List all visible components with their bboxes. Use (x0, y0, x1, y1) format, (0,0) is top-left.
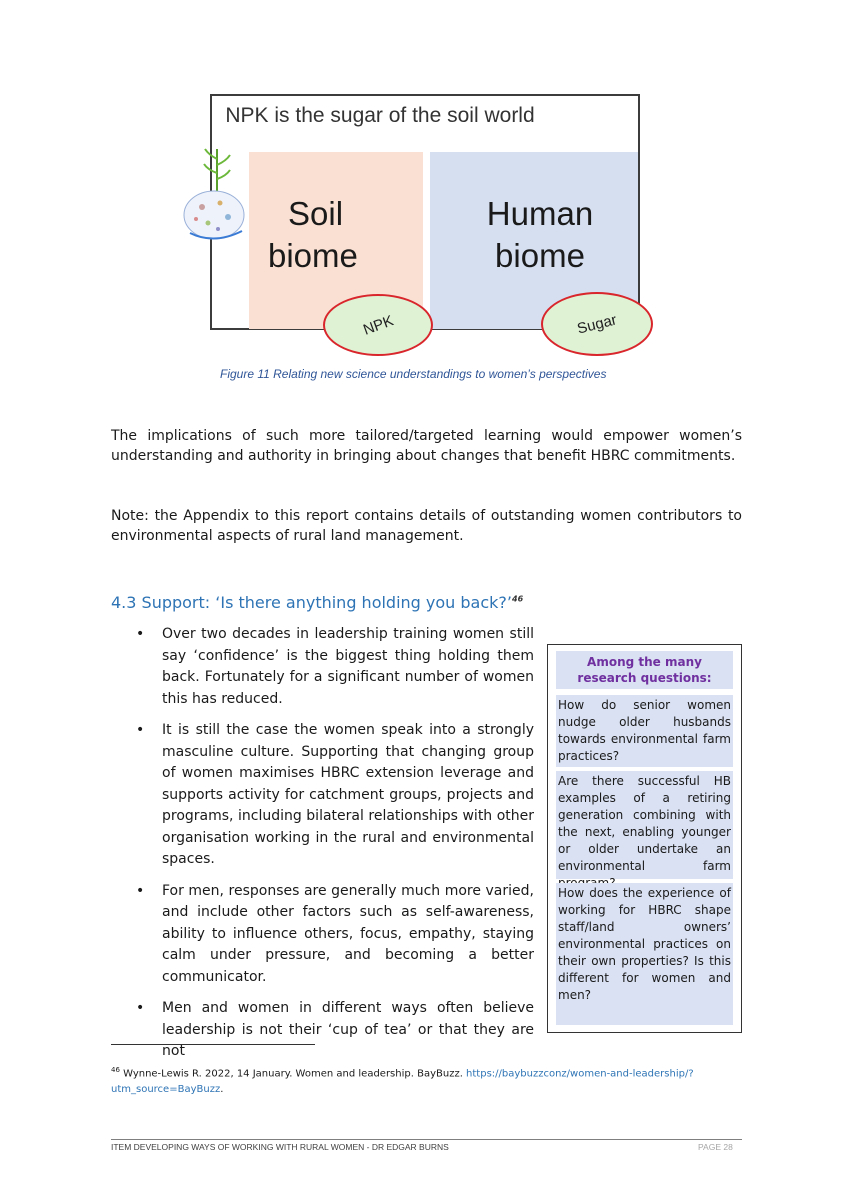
soil-plant-diagram-icon (180, 145, 250, 243)
research-question: How does the experience of working for HBRC shape staff/land owners’ environmental practices on their own properties? Is this different for women and men? (556, 883, 733, 1025)
figure-title: NPK is the sugar of the soil world (225, 104, 535, 127)
research-question: Are there successful HB examples of a retiring generation combining with the next, enabling younger or older undertake an environmental farm (556, 771, 733, 879)
page-number: PAGE 28 (698, 1142, 733, 1152)
footnote-divider (111, 1044, 315, 1045)
footnote-link[interactable]: https://baybuzzconz/women-and-leadership/?utm_source=BayBuzz (111, 1068, 694, 1096)
figure-caption: Figure 11 Relating new science understandings to women’s perspectives (220, 367, 607, 381)
bullet-text: Men and women in different ways often believe leadership is not their ‘cup of tea’ or that they are not (162, 1000, 534, 1059)
bullet-text: For men, responses are generally much more varied, and include other factors such as self-awareness, ability to influence others, focus, empathy, staying calm under pressure, and becoming a better communicator. (162, 882, 534, 985)
npk-label: NPK (360, 311, 396, 339)
footnote-number: 46 (111, 1066, 120, 1074)
list-item (132, 720, 534, 871)
sugar-oval (541, 292, 653, 356)
soil-label-line2: biome (268, 237, 358, 274)
bullet-icon: • (136, 882, 145, 899)
footnote-ref[interactable]: 46 (512, 594, 524, 604)
footer-divider (111, 1139, 742, 1140)
bullet-list (132, 624, 534, 1073)
list-item (132, 881, 534, 989)
sugar-label: Sugar (575, 310, 619, 338)
soil-label-line1: Soil (288, 195, 344, 232)
section-heading-text: 4.3 Support: ‘Is there anything holding you back?’ (111, 593, 512, 612)
bullet-text: It is still the case the women speak into a strongly masculine culture. Supporting that changing group of women maximises HBRC extension leverage and supports activity for catchment groups, projects and programs, including bilateral relationships with other organisation working in the rural and environmental spaces. (162, 722, 534, 867)
paragraph-implications: The implications of such more tailored/targeted learning would empower women’s understanding and authority in bringing about changes that benefit HBRC commitments. (111, 428, 742, 464)
bullet-icon: • (136, 626, 145, 642)
bullet-icon: • (136, 1000, 145, 1016)
human-label-line1: Human (486, 195, 594, 232)
footer-title: ITEM DEVELOPING WAYS OF WORKING WITH RURAL WOMEN - DR EDGAR BURNS (111, 1142, 449, 1152)
section-heading (111, 593, 523, 612)
sidebar-header: Among the many research questions: (556, 651, 733, 689)
footnote-text: Wynne-Lewis R. 2022, 14 January. Women and leadership. BayBuzz. (119, 1068, 467, 1080)
npk-oval (323, 294, 433, 356)
soil-biome-label (268, 193, 398, 277)
footnote-link-end: . (220, 1084, 224, 1096)
paragraph-appendix-note: Note: the Appendix to this report contains details of outstanding women contributors to environmental aspects of rural land management. (111, 508, 742, 544)
bullet-icon: • (136, 722, 145, 738)
footnote (111, 1062, 711, 1098)
human-label-line2: biome (495, 237, 585, 274)
bullet-text: Over two decades in leadership training women still say ‘confidence’ is the biggest thing holding them back. Fortunately for a significant number of women this has reduced. (162, 626, 534, 707)
research-question: How do senior women nudge older husbands towards environmental farm practices? (556, 695, 733, 767)
list-item (132, 998, 534, 1063)
list-item (132, 624, 534, 710)
human-biome-label (470, 193, 610, 277)
